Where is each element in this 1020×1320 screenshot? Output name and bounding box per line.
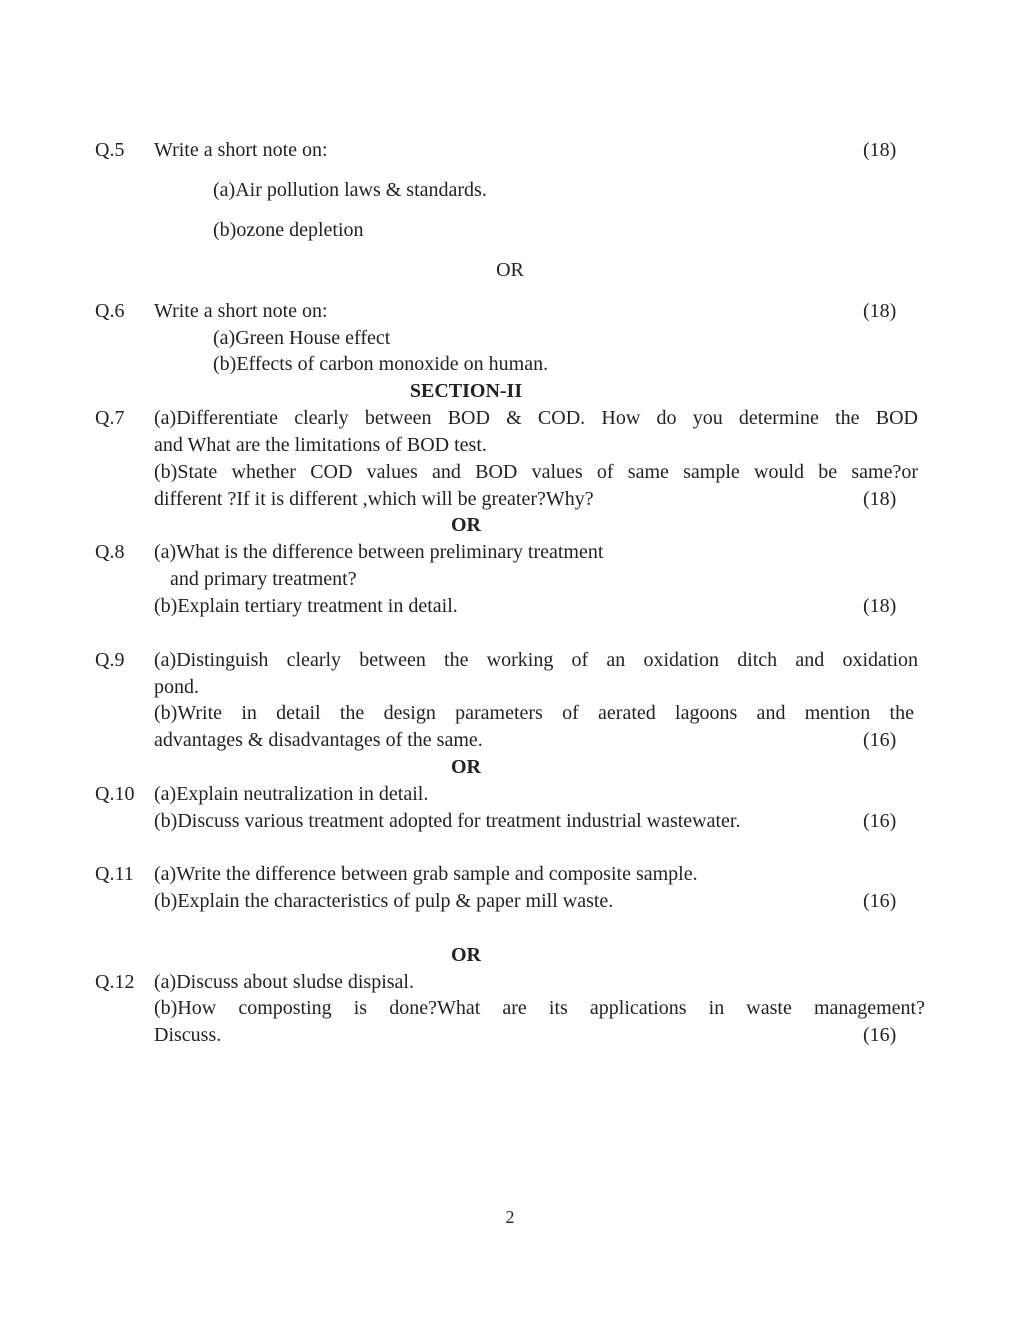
q9-part-a-line1: (a)Distinguish clearly between the working of an oxidation ditch and oxidation	[154, 649, 918, 671]
q10-number: Q.10	[95, 783, 135, 805]
q7-marks: (18)	[863, 488, 897, 510]
q5-part-b: (b)ozone depletion	[213, 219, 364, 241]
q9-part-b-line2: advantages & disadvantages of the same.	[154, 729, 483, 751]
q7-part-b-line1: (b)State whether COD values and BOD values of same sample would be same?or	[154, 461, 918, 483]
q5-number: Q.5	[95, 139, 125, 161]
q7-part-a-line1: (a)Differentiate clearly between BOD & COD. How do you determine the BOD	[154, 407, 918, 429]
q9-number: Q.9	[95, 649, 125, 671]
q5-part-a: (a)Air pollution laws & standards.	[213, 179, 487, 201]
q8-part-a-line2: and primary treatment?	[170, 568, 357, 590]
q6-marks: (18)	[863, 300, 897, 322]
q8-number: Q.8	[95, 541, 125, 563]
section-heading: SECTION-II	[409, 380, 523, 402]
q6-part-b: (b)Effects of carbon monoxide on human.	[213, 353, 549, 375]
q9-marks: (16)	[863, 729, 897, 751]
q12-part-b-line1: (b)How composting is done?What are its applications in waste management?	[154, 997, 925, 1019]
q7-part-b-line2: different ?If it is different ,which will be greater?Why?	[154, 488, 594, 510]
q12-marks: (16)	[863, 1024, 897, 1046]
or-divider-4: OR	[451, 944, 481, 966]
or-divider-1: OR	[496, 259, 524, 281]
q7-part-a-line2: and What are the limitations of BOD test.	[154, 434, 487, 456]
q10-part-a: (a)Explain neutralization in detail.	[154, 783, 429, 805]
page-number: 2	[505, 1207, 515, 1227]
q6-text: Write a short note on:	[154, 300, 328, 322]
q5-marks: (18)	[863, 139, 897, 161]
q11-part-a: (a)Write the difference between grab sample and composite sample.	[154, 863, 698, 885]
q8-part-b: (b)Explain tertiary treatment in detail.	[154, 595, 458, 617]
q8-marks: (18)	[863, 595, 897, 617]
q6-part-a: (a)Green House effect	[213, 327, 391, 349]
q12-part-a: (a)Discuss about sludse dispisal.	[154, 971, 414, 993]
q5-text: Write a short note on:	[154, 139, 328, 161]
q6-number: Q.6	[95, 300, 125, 322]
q7-number: Q.7	[95, 407, 125, 429]
q11-number: Q.11	[95, 863, 134, 885]
or-divider-2: OR	[451, 514, 481, 536]
q11-marks: (16)	[863, 890, 897, 912]
q9-part-b-line1: (b)Write in detail the design parameters of aerated lagoons and mention the	[154, 702, 914, 724]
q10-marks: (16)	[863, 810, 897, 832]
q12-part-b-line2: Discuss.	[154, 1024, 222, 1046]
q8-part-a-line1: (a)What is the difference between preliminary treatment	[154, 541, 604, 563]
q12-number: Q.12	[95, 971, 135, 993]
q10-part-b: (b)Discuss various treatment adopted for treatment industrial wastewater.	[154, 810, 741, 832]
q9-part-a-line2: pond.	[154, 676, 199, 698]
or-divider-3: OR	[451, 756, 481, 778]
q11-part-b: (b)Explain the characteristics of pulp & paper mill waste.	[154, 890, 614, 912]
